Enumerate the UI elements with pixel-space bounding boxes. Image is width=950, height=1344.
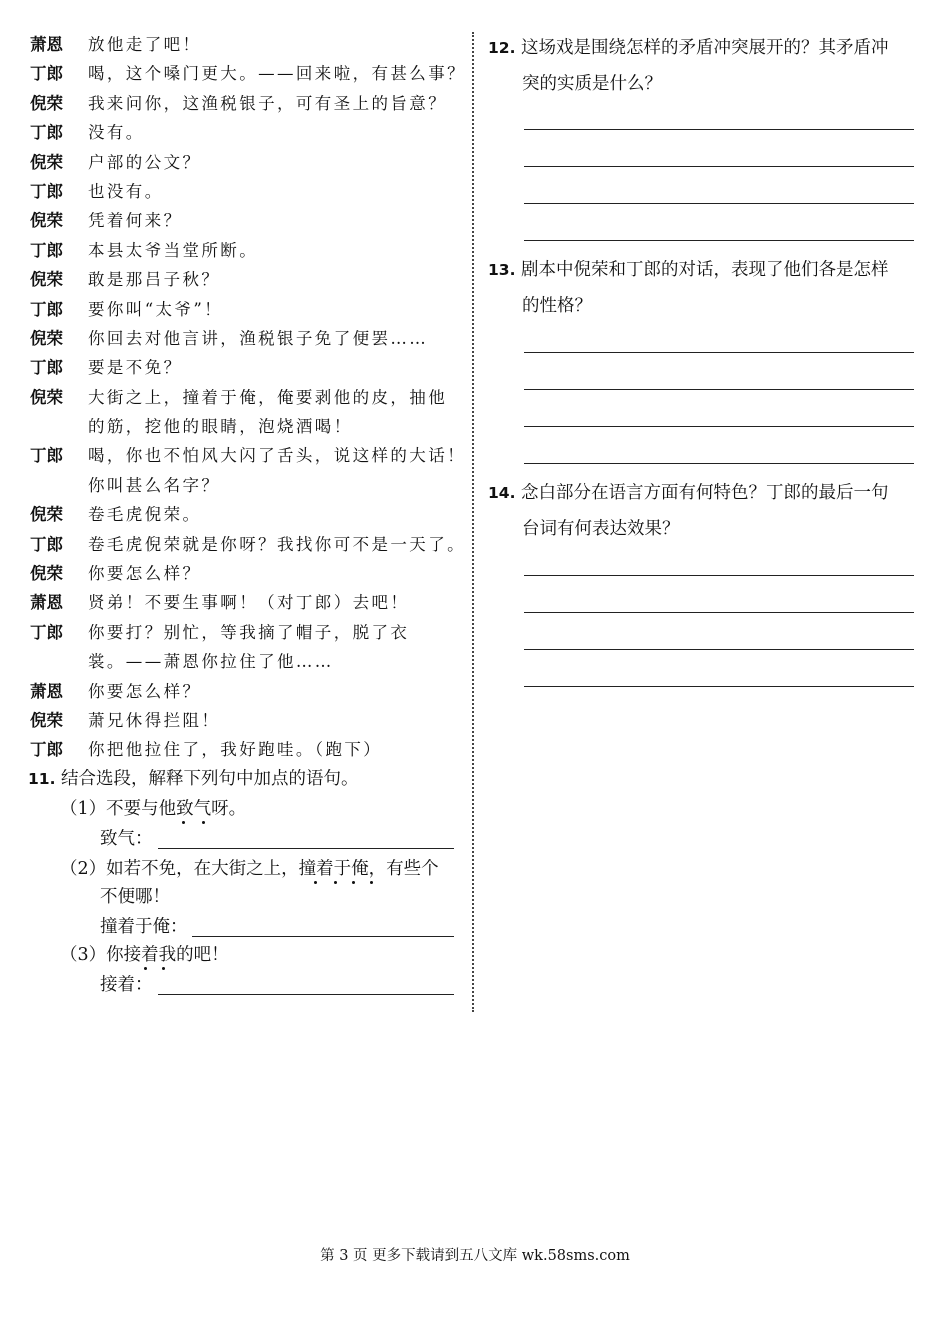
speech-text: 我来问你，这渔税银子，可有圣上的旨意？ <box>88 93 448 113</box>
speech-text: 你要打？别忙，等我摘了帽子，脱了衣 <box>88 622 410 642</box>
q11-prompt <box>28 765 359 793</box>
dialogue-line <box>30 500 460 529</box>
q13-line-2: 的性格？ <box>522 296 592 316</box>
dialogue-line <box>30 148 460 177</box>
q11-prompt-text: 结合选段，解释下列句中加点的语句。 <box>61 769 359 789</box>
speech-text: 你要怎么样？ <box>88 564 202 584</box>
emphasis-dot <box>370 881 373 884</box>
speech-text: 喝，这个嗓门更大。——回来啦，有甚么事？ <box>88 64 466 84</box>
speech-text: 你要怎么样？ <box>88 681 202 701</box>
speech-text: 萧兄休得拦阻！ <box>88 710 221 730</box>
q12-answer-line-4[interactable] <box>524 240 914 241</box>
q13-answer-line-3[interactable] <box>524 426 914 427</box>
speech-text: 的筋，挖他的眼睛，泡烧酒喝！ <box>88 417 353 437</box>
q12-text-1: 这场戏是围绕怎样的矛盾冲突展开的？其矛盾冲 <box>521 38 889 58</box>
q11-item-2-sentence-cont: 不便哪！ <box>100 887 170 907</box>
q14-number: 14. <box>488 484 516 502</box>
speaker-name: 倪荣 <box>30 387 63 407</box>
q12-answer-line-1[interactable] <box>524 129 914 130</box>
q13-answer-line-1[interactable] <box>524 352 914 353</box>
dialogue-line <box>30 735 460 764</box>
dialogue-line <box>30 471 460 500</box>
question-14 <box>488 475 928 547</box>
q14-line-1 <box>488 475 928 511</box>
speaker-name: 丁郎 <box>30 181 63 201</box>
speaker-name: 丁郎 <box>30 240 63 260</box>
speech-text: 要你叫“太爷”！ <box>88 299 224 319</box>
speech-text: 本县太爷当堂所断。 <box>88 240 259 260</box>
dialogue-line <box>30 295 460 324</box>
speaker-name: 倪荣 <box>30 152 63 172</box>
q12-answer-line-3[interactable] <box>524 203 914 204</box>
speaker-name: 倪荣 <box>30 505 63 525</box>
q12-number: 12. <box>488 39 516 57</box>
speech-text: 喝，你也不怕风大闪了舌头，说这样的大话！ <box>88 446 466 466</box>
dialogue-line <box>30 30 460 59</box>
column-divider <box>472 32 474 1012</box>
speech-text: 你回去对他言讲，渔税银子免了便罢…… <box>88 328 429 348</box>
speech-text: 敢是那吕子秋？ <box>88 270 221 290</box>
emphasis-dot <box>202 821 205 824</box>
speech-text: 你把他拉住了，我好跑哇。（跑下） <box>88 740 383 760</box>
q11-item-3-term: 接着： <box>100 975 153 995</box>
speaker-name: 倪荣 <box>30 710 63 730</box>
dialogue-line <box>30 118 460 147</box>
dialogue-line <box>30 530 466 559</box>
q14-answer-line-4[interactable] <box>524 686 914 687</box>
speech-text: 卷毛虎倪荣。 <box>88 505 202 525</box>
emphasis-dot <box>334 881 337 884</box>
q11-answer-line-1[interactable] <box>158 848 454 849</box>
q11-item-1 <box>60 795 246 823</box>
q11-answer-line-3[interactable] <box>158 994 454 995</box>
q11-item-1-term: 致气： <box>100 829 153 849</box>
emphasis-dot <box>144 967 147 970</box>
speech-text: 你叫甚么名字？ <box>88 475 221 495</box>
speaker-name: 丁郎 <box>30 299 63 319</box>
q14-answer-line-3[interactable] <box>524 649 914 650</box>
q11-item-3 <box>60 941 229 969</box>
speech-text: 要是不免？ <box>88 358 183 378</box>
page-footer: 第 3 页 更多下载请到五八文库 wk.58sms.com <box>320 1248 630 1264</box>
speaker-name: 丁郎 <box>30 446 63 466</box>
q11-number: 11. <box>28 770 56 788</box>
dialogue-line <box>30 177 460 206</box>
emphasis-dot <box>182 821 185 824</box>
q12-answer-line-2[interactable] <box>524 166 914 167</box>
dialogue-line <box>30 412 460 441</box>
question-13 <box>488 252 928 324</box>
q11-answer-line-2[interactable] <box>192 936 454 937</box>
q13-text-1: 剧本中倪荣和丁郎的对话，表现了他们各是怎样 <box>521 260 889 280</box>
speaker-name: 倪荣 <box>30 211 63 231</box>
dialogue-line <box>30 706 460 735</box>
speaker-name: 倪荣 <box>30 328 63 348</box>
q11-item-2-sentence: 如若不免，在大街之上，撞着于俺，有些个 <box>106 859 439 879</box>
dialogue-line <box>30 588 460 617</box>
dialogue-line <box>30 59 466 88</box>
speaker-name: 倪荣 <box>30 93 63 113</box>
dialogue-line <box>30 89 460 118</box>
q14-text-1: 念白部分在语言方面有何特色？丁郎的最后一句 <box>521 483 889 503</box>
speaker-name: 丁郎 <box>30 358 63 378</box>
dialogue-line <box>30 677 460 706</box>
speech-text: 没有。 <box>88 123 145 143</box>
dialogue-line <box>30 618 460 647</box>
dialogue-line <box>30 353 460 382</box>
dialogue-script <box>30 30 466 765</box>
q13-answer-line-4[interactable] <box>524 463 914 464</box>
dialogue-line <box>30 265 460 294</box>
q13-line-1 <box>488 252 928 288</box>
speaker-name: 萧恩 <box>30 681 63 701</box>
q11-item-2-term: 撞着于俺： <box>100 917 188 937</box>
dialogue-line <box>30 647 460 676</box>
emphasis-dot <box>314 881 317 884</box>
q13-answer-line-2[interactable] <box>524 389 914 390</box>
q14-answer-line-1[interactable] <box>524 575 914 576</box>
speaker-name: 丁郎 <box>30 740 63 760</box>
q11-item-3-label: （3） <box>60 945 107 965</box>
speaker-name: 丁郎 <box>30 123 63 143</box>
dialogue-line <box>30 236 460 265</box>
dialogue-line <box>30 383 460 412</box>
speech-text: 放他走了吧！ <box>88 35 202 54</box>
q11-item-2-label: （2） <box>60 859 107 879</box>
q14-answer-line-2[interactable] <box>524 612 914 613</box>
dialogue-line <box>30 206 460 235</box>
emphasis-dot <box>352 881 355 884</box>
speech-text: 大街之上，撞着于俺，俺要剥他的皮，抽他 <box>88 387 448 407</box>
q14-line-2: 台词有何表达效果？ <box>522 519 680 539</box>
speaker-name: 丁郎 <box>30 622 63 642</box>
speaker-name: 萧恩 <box>30 35 63 54</box>
speech-text: 也没有。 <box>88 181 164 201</box>
speaker-name: 萧恩 <box>30 593 63 613</box>
speaker-name: 倪荣 <box>30 270 63 290</box>
q12-line-1 <box>488 30 928 66</box>
q11-item-1-sentence: 不要与他致气呀。 <box>106 799 247 819</box>
speech-text: 户部的公文？ <box>88 152 202 172</box>
dialogue-line <box>30 559 460 588</box>
speech-text: 裳。——萧恩你拉住了他…… <box>88 652 334 672</box>
speaker-name: 丁郎 <box>30 64 63 84</box>
q12-line-2: 突的实质是什么？ <box>522 74 662 94</box>
speech-text: 凭着何来？ <box>88 211 183 231</box>
question-12 <box>488 30 928 102</box>
q11-item-1-label: （1） <box>60 799 107 819</box>
speech-text: 贤弟！不要生事啊！（对丁郎）去吧！ <box>88 593 410 613</box>
q11-item-2 <box>60 855 439 883</box>
speech-text: 卷毛虎倪荣就是你呀？我找你可不是一天了。 <box>88 534 466 554</box>
emphasis-dot <box>162 967 165 970</box>
speaker-name: 倪荣 <box>30 564 63 584</box>
dialogue-line <box>30 441 466 470</box>
q11-item-3-sentence: 你接着我的吧！ <box>106 945 229 965</box>
speaker-name: 丁郎 <box>30 534 63 554</box>
dialogue-line <box>30 324 460 353</box>
q13-number: 13. <box>488 261 516 279</box>
